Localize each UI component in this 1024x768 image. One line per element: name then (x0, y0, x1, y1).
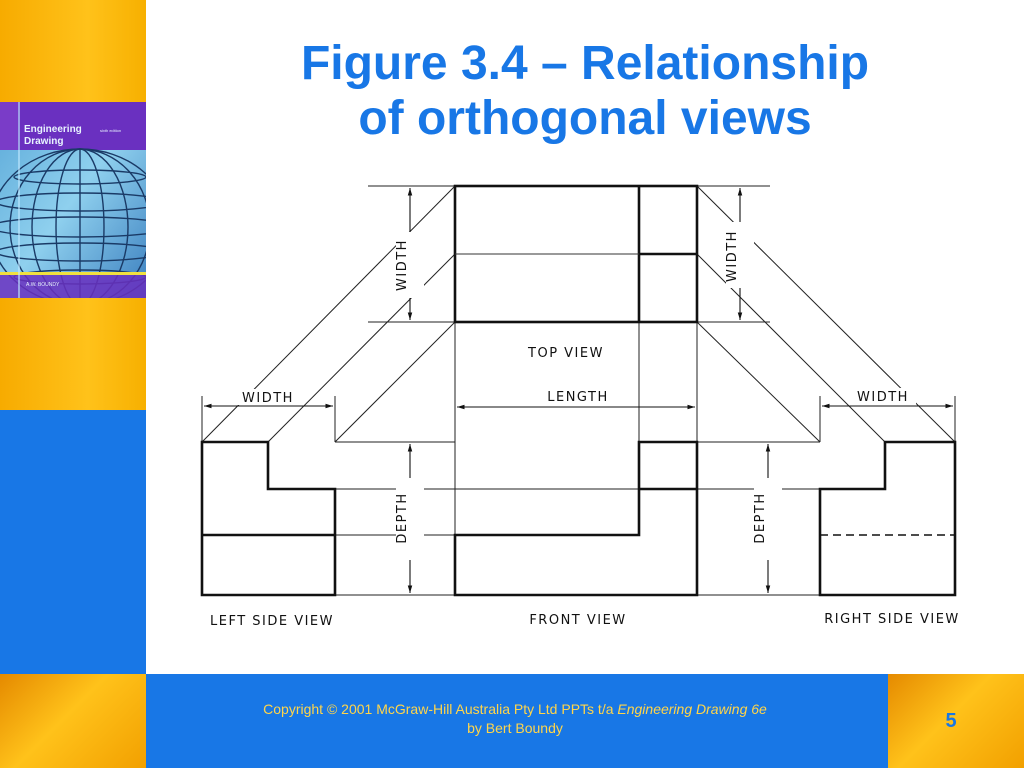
width-label-right: WIDTH (857, 390, 909, 405)
cover-author: A.W. BOUNDY (26, 282, 60, 288)
depth-label-right: DEPTH (753, 492, 768, 544)
left-blue-bar (0, 410, 146, 676)
right-side-view (820, 442, 955, 595)
book-cover-image (0, 102, 146, 298)
footer-book-title: Engineering Drawing 6e (617, 701, 767, 717)
footer-left-block (0, 674, 146, 768)
front-view-label: FRONT VIEW (529, 613, 627, 628)
depth-label-left: DEPTH (395, 492, 410, 544)
footer-byline: by Bert Boundy (467, 720, 563, 736)
cover-title-line1: Engineering (24, 124, 82, 135)
left-side-view-label: LEFT SIDE VIEW (209, 614, 335, 629)
cover-edition: sixth edition (100, 128, 122, 133)
right-side-view-label: RIGHT SIDE VIEW (824, 612, 960, 627)
slide-title-line1: Figure 3.4 – Relationship (300, 37, 870, 90)
slide-title (190, 36, 980, 146)
book-cover-art (0, 102, 146, 298)
slide-title-line2: of orthogonal views (358, 92, 812, 145)
width-label-top-right: WIDTH (725, 230, 740, 282)
front-view (455, 442, 697, 595)
orthographic-views-diagram (190, 175, 990, 645)
length-label: LENGTH (547, 390, 609, 405)
width-label-left: WIDTH (242, 391, 294, 406)
top-view-label: TOP VIEW (528, 346, 604, 361)
footer-copyright-prefix: Copyright © 2001 McGraw-Hill Australia Pty Ltd PPTs t/a (263, 701, 614, 717)
cover-title-line2: Drawing (24, 136, 64, 147)
width-label-top-left: WIDTH (395, 239, 410, 291)
left-side-view (202, 442, 335, 595)
page-number: 5 (945, 710, 957, 732)
footer-copyright (150, 700, 880, 738)
